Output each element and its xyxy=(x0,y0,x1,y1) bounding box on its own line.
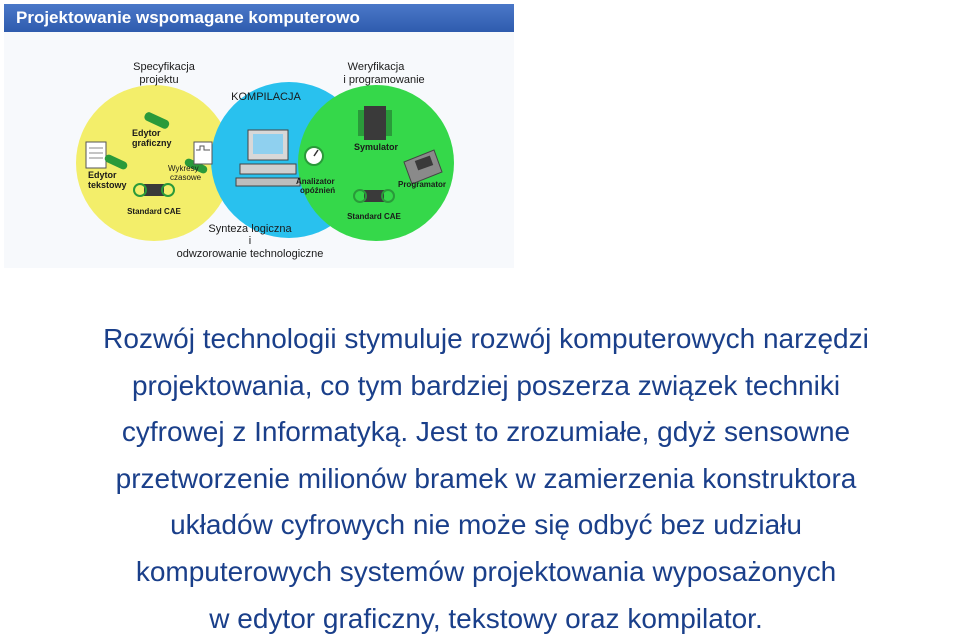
programmer-label: Programator xyxy=(397,180,447,189)
paragraph-line: komputerowych systemów projektowania wyposażonych xyxy=(135,555,837,587)
paragraph-line: cyfrowej z Informatyką. Jest to zrozumiałe, gdyż sensowne xyxy=(121,416,851,448)
simulator-icon xyxy=(358,106,392,140)
title-banner xyxy=(4,4,514,32)
cae-left-label: Standard CAE xyxy=(127,207,181,216)
stopwatch-icon xyxy=(305,147,323,165)
text-editor-label-1: Edytor xyxy=(88,170,117,180)
spec-label-2: projektu xyxy=(139,74,179,86)
waveform-icon xyxy=(194,142,212,164)
synth-label-1: Synteza logiczna xyxy=(208,223,292,235)
paragraph-line: przetworzenie milionów bramek w zamierzenia konstruktora xyxy=(115,462,857,494)
paragraph-line: Rozwój technologii stymuluje rozwój komputerowych narzędzi xyxy=(103,323,869,354)
diagram-canvas xyxy=(4,32,514,268)
paragraph-line: układów cyfrowych nie może się odbyć bez udziału xyxy=(170,509,802,541)
graphic-editor-label-2: graficzny xyxy=(132,138,172,148)
page-title: Projektowanie wspomagane komputerowo xyxy=(16,8,360,27)
graphic-editor-label-1: Edytor xyxy=(132,128,161,138)
paragraph-line: projektowania, co tym bardziej poszerza związek techniki xyxy=(131,369,841,401)
timing-label-1: Wykresy xyxy=(168,164,199,173)
timing-label-2: czasowe xyxy=(170,173,202,182)
simulator-label: Symulator xyxy=(353,142,399,152)
description-paragraph xyxy=(20,316,952,642)
synth-label-3: odwzorowanie technologiczne xyxy=(176,248,324,260)
paragraph-line: w edytor graficzny, tekstowy oraz kompilator. xyxy=(209,602,763,634)
compile-label: KOMPILACJA xyxy=(231,91,301,103)
analyzer-label-1: Analizator xyxy=(296,177,335,186)
synth-label-2: i xyxy=(248,235,252,247)
cae-diagram xyxy=(4,32,514,268)
text-editor-label-2: tekstowy xyxy=(88,180,127,190)
analyzer-label-2: opóźnień xyxy=(300,186,336,195)
cae-right-label: Standard CAE xyxy=(347,212,401,221)
document-icon xyxy=(86,142,106,168)
spec-label-1: Specyfikacja xyxy=(133,61,195,73)
verify-label-2: i programowanie xyxy=(343,74,425,86)
verify-label-1: Weryfikacja xyxy=(347,61,405,73)
